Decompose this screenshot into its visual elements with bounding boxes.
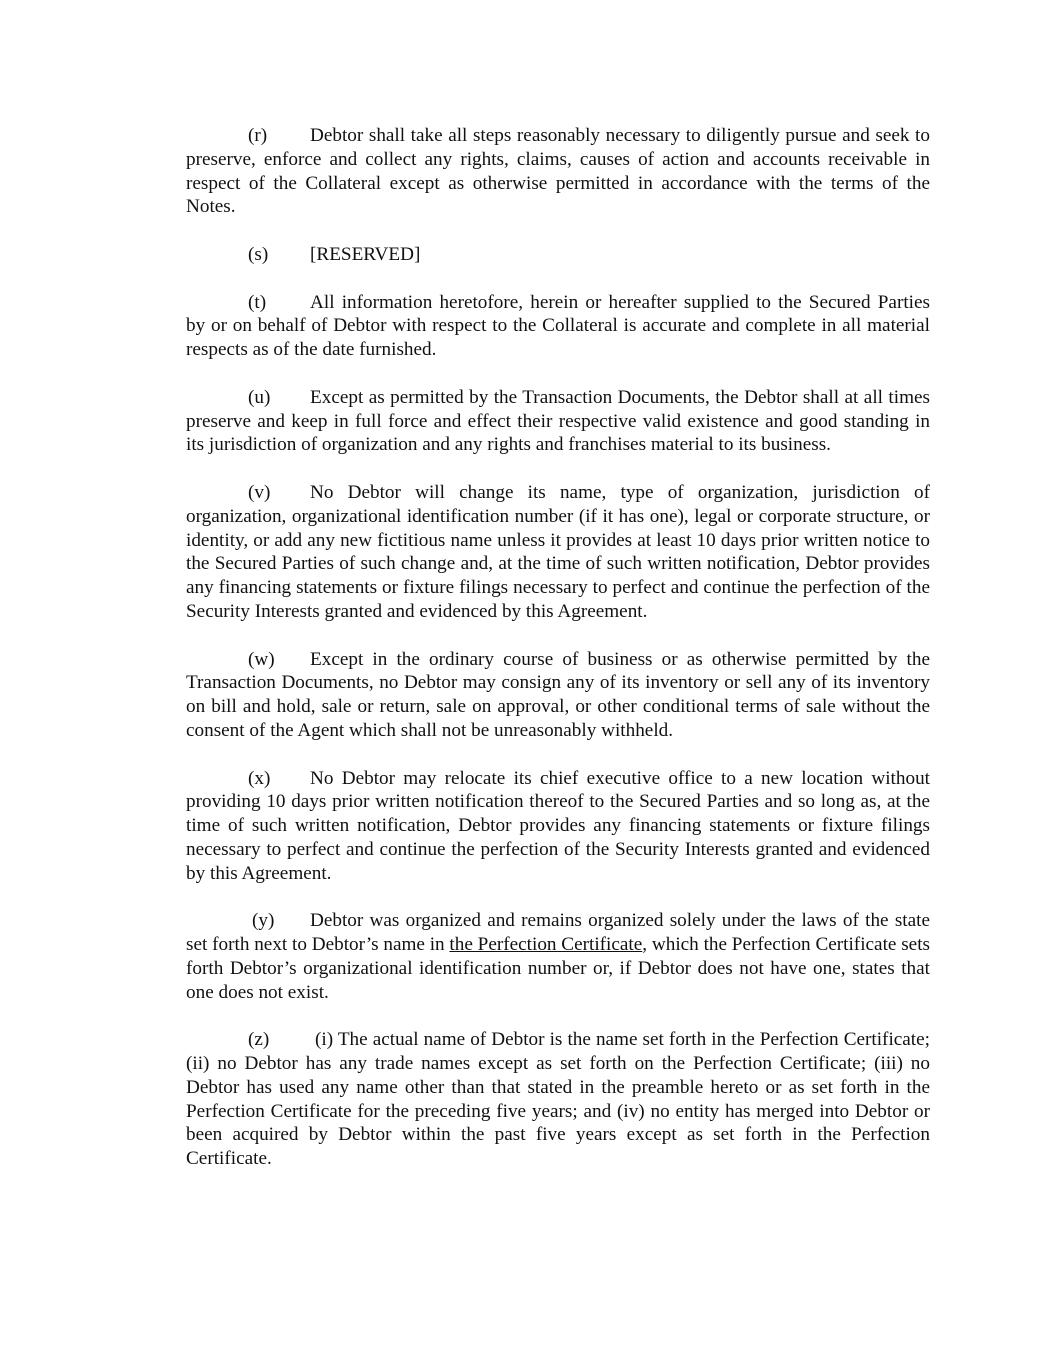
paragraph-label: (z)	[248, 1029, 270, 1051]
paragraph-v	[186, 481, 930, 624]
paragraph-text: , which the Perfection Certificate sets forth Debtor’s organizational identification number or, if Debtor does not have one, states that one does not exist.	[186, 934, 930, 1003]
paragraph-text: Except as permitted by the Transaction Documents, the Debtor shall at all times preserve and keep in full force and effect their respective valid existence and good standing in its jurisdiction of organization and any rights and franchises material to its business.	[186, 386, 930, 456]
paragraph-t	[186, 291, 930, 362]
paragraph-label: (t)	[248, 291, 267, 313]
paragraph-label: (s)	[248, 243, 269, 265]
paragraph-z	[186, 1028, 930, 1171]
paragraph-label: (w)	[248, 648, 275, 670]
paragraph-r	[186, 124, 930, 219]
paragraph-y	[186, 909, 930, 1004]
paragraph-text: [RESERVED]	[310, 243, 421, 265]
paragraph-label: (x)	[248, 767, 271, 789]
paragraph-text: Debtor shall take all steps reasonably necessary to diligently pursue and seek to preserve, enforce and collect any rights, claims, causes of action and accounts receivable in respect of the Collateral except as otherwise permitted in accordance with the terms of the Notes.	[186, 125, 930, 218]
paragraph-label: (y)	[252, 910, 275, 932]
paragraph-text: Except in the ordinary course of business or as otherwise permitted by the Transaction Documents, no Debtor may consign any of its inventory or sell any of its inventory on bill and hold, sale or return, sale on approval, or other conditional terms of sale without the consent of the Agent which shall not be unreasonably withheld.	[186, 648, 930, 741]
document-page	[186, 124, 930, 1171]
paragraph-w	[186, 648, 930, 743]
paragraph-text: Debtor was organized and remains organized solely under the laws of the state set forth next to Debtor’s name in	[186, 910, 930, 956]
perfection-certificate-reference: the Perfection Certificate	[449, 934, 643, 956]
paragraph-x	[186, 767, 930, 886]
paragraph-u	[186, 386, 930, 457]
paragraph-s	[186, 243, 930, 267]
paragraph-text: All information heretofore, herein or hereafter supplied to the Secured Parties by or on behalf of Debtor with respect to the Collateral is accurate and complete in all material respects as of the date furnished.	[186, 291, 930, 361]
paragraph-label: (u)	[248, 386, 271, 408]
paragraph-text: No Debtor may relocate its chief executive office to a new location without providing 10 days prior written notification thereof to the Secured Parties and so long as, at the time of such written notification, Debtor provides any financing statements or fixture filings necessary to perfect and continue the perfection of the Security Interests granted and evidenced by this Agreement.	[186, 767, 930, 884]
paragraph-text: (i) The actual name of Debtor is the name set forth in the Perfection Certificate; (ii) no Debtor has any trade names except as set forth on the Perfection Certificate; (iii) no Debtor has used any name other than that stated in the preamble hereto or as set forth in the Perfection Certificate for the preceding five years; and (iv) no entity has merged into Debtor or been acquired by Debtor within the past five years except as set forth in the Perfection Certificate.	[186, 1029, 930, 1170]
paragraph-text: No Debtor will change its name, type of organization, jurisdiction of organization, organizational identification number (if it has one), legal or corporate structure, or identity, or add any new fictitious name unless it provides at least 10 days prior written notice to the Secured Parties of such change and, at the time of such written notification, Debtor provides any financing statements or fixture filings necessary to perfect and continue the perfection of the Security Interests granted and evidenced by this Agreement.	[186, 481, 930, 622]
paragraph-label: (r)	[248, 125, 268, 146]
paragraph-label: (v)	[248, 481, 271, 503]
